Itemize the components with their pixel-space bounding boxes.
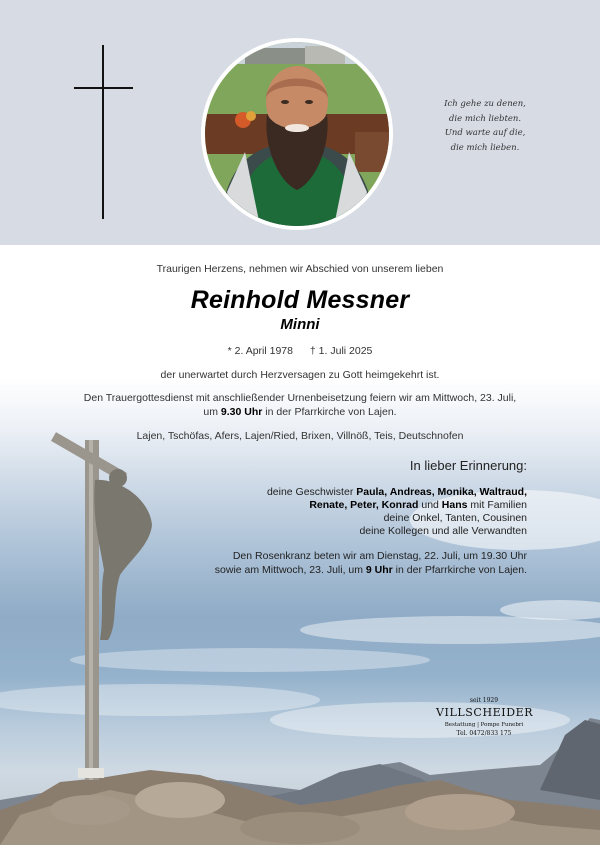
siblings-line-2 [267,499,527,512]
places-text: Lajen, Tschöfas, Afers, Lajen/Ried, Brixen, Villnöß, Teis, Deutschnofen [136,430,464,442]
brand-since: seit 1929 [469,697,499,704]
funeral-home-logo [436,697,532,737]
life-dates [0,345,600,357]
siblings-line-1 [267,486,527,499]
rosary-line-1: Den Rosenkranz beten wir am Dienstag, 22. Juli, um 19.30 Uhr [232,550,527,562]
colleagues-line: deine Kollegen und alle Verwandten [359,525,527,537]
deceased-nickname: Minni [280,316,320,333]
death-date: † 1. Juli 2025 [309,345,373,357]
rosary-line-2 [215,563,527,577]
deceased-name: Reinhold Messner [190,286,410,314]
rosary-prefix: sowie am Mittwoch, 23. Juli, um [214,564,366,576]
quote-line: Ich gehe zu denen, [444,99,526,109]
funeral-text [0,391,600,419]
brand-name: VILLSCHEIDER [436,706,534,719]
intro-text: Traurigen Herzens, nehmen wir Abschied von unserem lieben [156,263,444,275]
funeral-line-2 [0,405,600,419]
siblings-names-3: Hans [441,499,468,511]
quote-line: Und warte auf die, [444,128,526,138]
siblings-suffix: mit Familien [467,499,527,511]
rosary-text [215,549,527,577]
siblings-and: und [418,499,442,511]
funeral-time: 9.30 Uhr [220,406,263,418]
siblings-names-1: Paula, Andreas, Monika, Waltraud, [356,486,527,498]
siblings-prefix: deine Geschwister [266,486,357,498]
birth-date: * 2. April 1978 [227,345,293,357]
quote-line: die mich lieben. [450,142,520,153]
rosary-suffix: in der Pfarrkirche von Lajen. [392,564,527,576]
rosary-time: 9 Uhr [365,564,393,576]
memory-title: In lieber Erinnerung: [409,458,527,473]
funeral-prefix: um [203,406,221,418]
relatives-line: deine Onkel, Tanten, Cousinen [383,512,527,524]
quote-line: die mich liebten. [448,113,522,124]
siblings-names-2: Renate, Peter, Konrad [309,499,419,511]
brand-phone: Tel. 0472/833 175 [456,730,512,737]
funeral-suffix: in der Pfarrkirche von Lajen. [262,406,397,418]
cause-text: der unerwartet durch Herzversagen zu Gott heimgekehrt ist. [160,369,440,381]
funeral-line-1: Den Trauergottesdienst mit anschließender Urnenbeisetzung feiern wir am Mittwoch, 23. Juli, [83,392,517,404]
mourners-list [267,486,527,538]
brand-subtitle: Bestattung | Pompe Funebri [444,722,524,728]
